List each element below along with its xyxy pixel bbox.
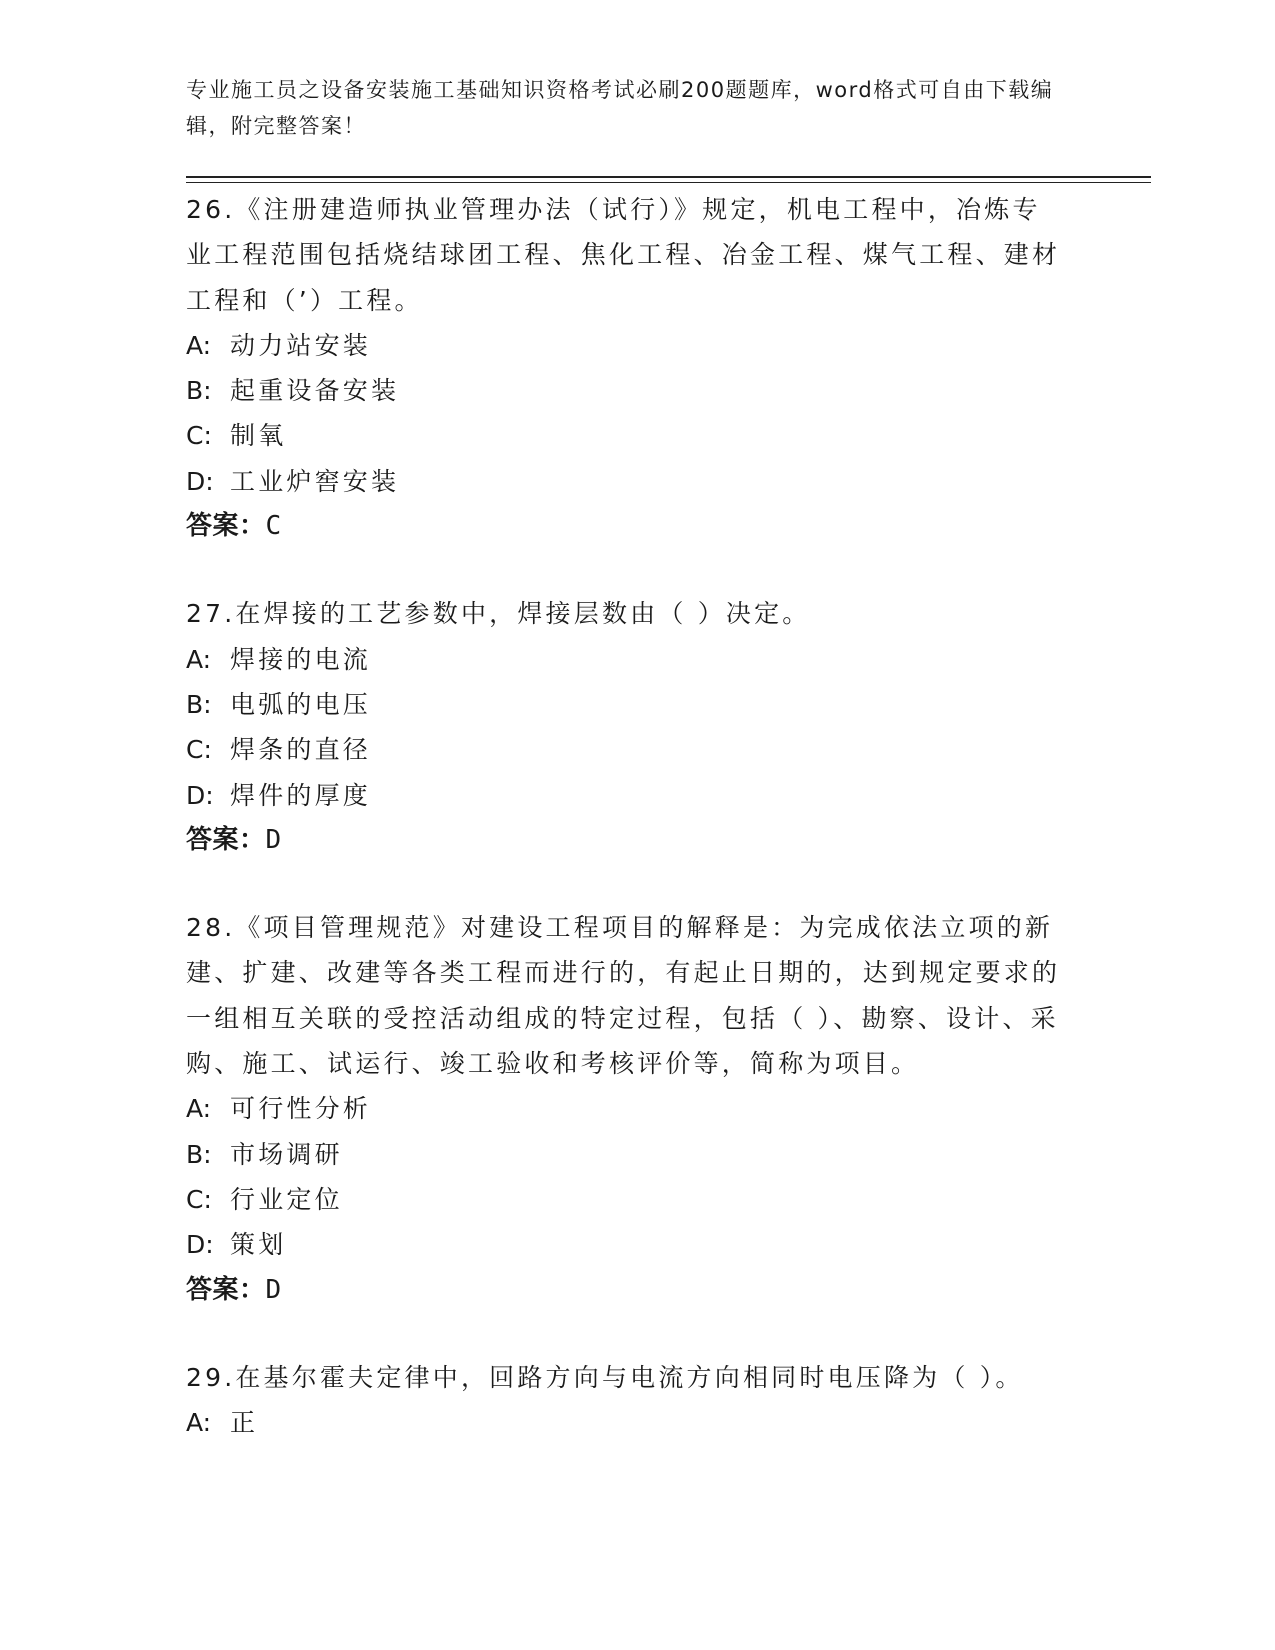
option-text: 电弧的电压	[230, 689, 372, 719]
option-text: 动力站安装	[230, 330, 372, 360]
option-text: 焊件的厚度	[230, 780, 372, 810]
option-label: A:	[186, 330, 212, 360]
question-stem: 27.在焊接的工艺参数中，焊接层数由（ ）决定。	[186, 599, 811, 629]
option-text: 策划	[230, 1230, 287, 1260]
answer-line	[186, 818, 1066, 863]
question-29	[186, 1355, 1066, 1446]
option-a	[186, 1400, 1066, 1445]
question-stem: 26.《注册建造师执业管理办法（试行）》规定，机电工程中，冶炼专业工程范围包括烧结球团工程、焦化工程、冶金工程、煤气工程、建材工程和（’）工程。	[186, 195, 1061, 315]
header-divider-thin	[186, 182, 1151, 183]
option-c	[186, 1177, 1066, 1222]
option-text: 焊条的直径	[230, 735, 372, 765]
option-a	[186, 323, 1066, 368]
option-b	[186, 1132, 1066, 1177]
header-divider-thick	[186, 176, 1151, 178]
option-d	[186, 459, 1066, 504]
document-header: 专业施工员之设备安装施工基础知识资格考试必刷200题题库，word格式可自由下载编辑，附完整答案！	[186, 78, 1054, 138]
option-text: 可行性分析	[230, 1094, 372, 1124]
option-label: B:	[186, 689, 212, 719]
option-b	[186, 368, 1066, 413]
answer-value: D	[265, 1274, 282, 1305]
question-27	[186, 591, 1066, 863]
option-label: B:	[186, 1139, 212, 1169]
answer-value: C	[265, 511, 282, 542]
option-label: D:	[186, 466, 214, 496]
option-c	[186, 413, 1066, 458]
option-text: 工业炉窖安装	[230, 466, 400, 496]
answer-label: 答案：	[186, 1274, 266, 1305]
option-label: D:	[186, 1230, 214, 1260]
option-label: A:	[186, 1094, 212, 1124]
question-28	[186, 905, 1066, 1313]
answer-line	[186, 504, 1066, 549]
answer-line	[186, 1268, 1066, 1313]
option-label: B:	[186, 376, 212, 406]
option-a	[186, 637, 1066, 682]
option-text: 起重设备安装	[230, 376, 400, 406]
option-d	[186, 1222, 1066, 1267]
question-stem: 28.《项目管理规范》对建设工程项目的解释是：为完成依法立项的新建、扩建、改建等各类工程而进行的，有起止日期的，达到规定要求的一组相互关联的受控活动组成的特定过程，包括（ ）、勘察、设计、采购、施工、试运行、竣工验收和考核评价等，简称为项目。	[186, 913, 1061, 1079]
question-26	[186, 187, 1066, 549]
option-label: D:	[186, 780, 214, 810]
option-text: 市场调研	[230, 1139, 343, 1169]
option-label: A:	[186, 644, 212, 674]
option-label: C:	[186, 1184, 212, 1214]
option-label: A:	[186, 1408, 212, 1438]
option-d	[186, 773, 1066, 818]
option-label: C:	[186, 421, 212, 451]
answer-value: D	[265, 824, 282, 855]
option-label: C:	[186, 735, 212, 765]
option-text: 制氧	[230, 421, 287, 451]
option-b	[186, 682, 1066, 727]
option-a	[186, 1086, 1066, 1131]
question-list	[186, 187, 1066, 1445]
answer-label: 答案：	[186, 511, 266, 542]
option-text: 行业定位	[230, 1184, 343, 1214]
option-c	[186, 727, 1066, 772]
option-text: 正	[230, 1408, 259, 1438]
answer-label: 答案：	[186, 824, 266, 855]
option-text: 焊接的电流	[230, 644, 372, 674]
question-stem: 29.在基尔霍夫定律中，回路方向与电流方向相同时电压降为（ ）。	[186, 1362, 1024, 1392]
